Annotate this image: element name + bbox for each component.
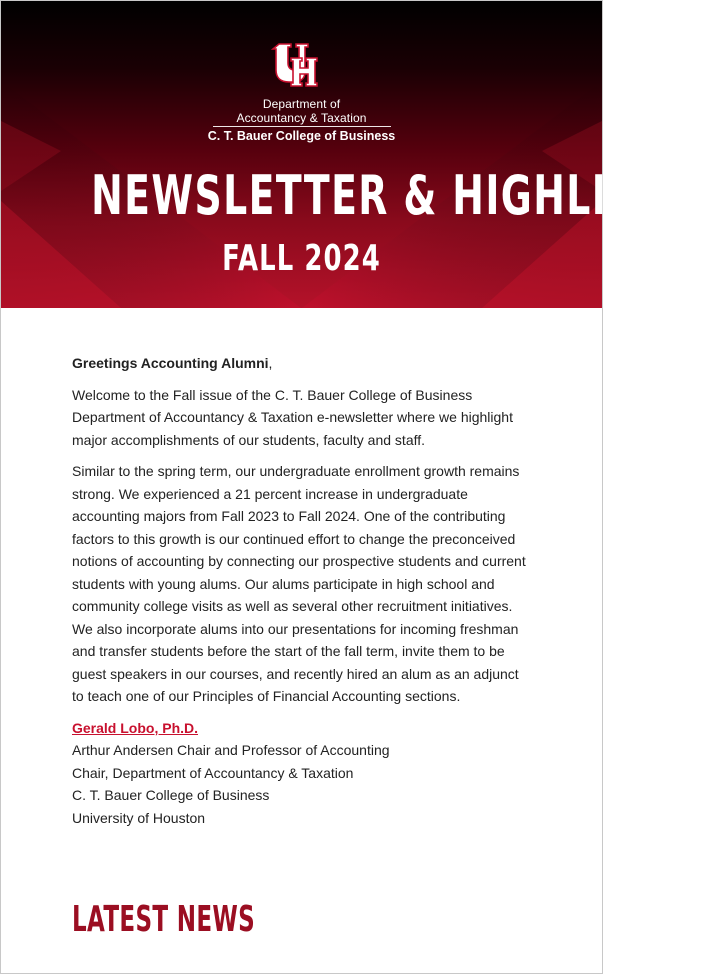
author-university: University of Houston <box>72 809 206 826</box>
greeting-text: Greetings Accounting Alumni <box>72 355 269 371</box>
latest-news-heading: LATEST NEWS <box>72 899 256 940</box>
logo-container <box>1 42 602 93</box>
author-college: C. T. Bauer College of Business <box>72 787 270 803</box>
department-line1: Department of <box>262 97 341 111</box>
paragraph-enrollment: Similar to the spring term, our undergraduate enrollment growth remains strong. We experienced a 21 percent increase in undergraduate accounting majors from Fall 2023 to Fall 2024. One of the contributing factors to this growth is our continued effort to change the preconceived notions of accounting by connecting our prospective students and current students with young alums. Our alums participate in high school and community college visits as well as several other recruitment initiatives. We also incorporate alums into our presentations for incoming freshman and transfer students before the start of the fall term, invite them to be guest speakers in our courses, and recently hired an alum as an adjunct to teach one of our Principles of Financial Accounting sections. <box>72 463 526 704</box>
author-role: Chair, Department of Accountancy & Taxation <box>72 764 354 781</box>
header-banner <box>1 1 728 308</box>
department-divider <box>213 126 391 127</box>
uh-logo-icon <box>277 42 327 88</box>
author-title: Arthur Andersen Chair and Professor of Accounting <box>72 742 390 758</box>
department-block <box>1 97 602 144</box>
newsletter-title: NEWSLETTER & HIGHLIGHTS <box>91 164 728 227</box>
letter-body <box>72 352 532 829</box>
signature-block <box>72 717 532 830</box>
paragraph-welcome: Welcome to the Fall issue of the C. T. Bauer College of Business Department of Accountancy & Taxation e-newsletter where we highlight major accomplishments of our students, faculty and staff. <box>72 386 513 448</box>
author-name-link[interactable]: Gerald Lobo, Ph.D. <box>72 719 199 736</box>
greeting <box>72 352 532 375</box>
newsletter-term: FALL 2024 <box>222 238 381 279</box>
college-name: C. T. Bauer College of Business <box>207 129 396 143</box>
department-line2: Accountancy & Taxation <box>236 111 367 125</box>
greeting-punct: , <box>268 355 273 371</box>
